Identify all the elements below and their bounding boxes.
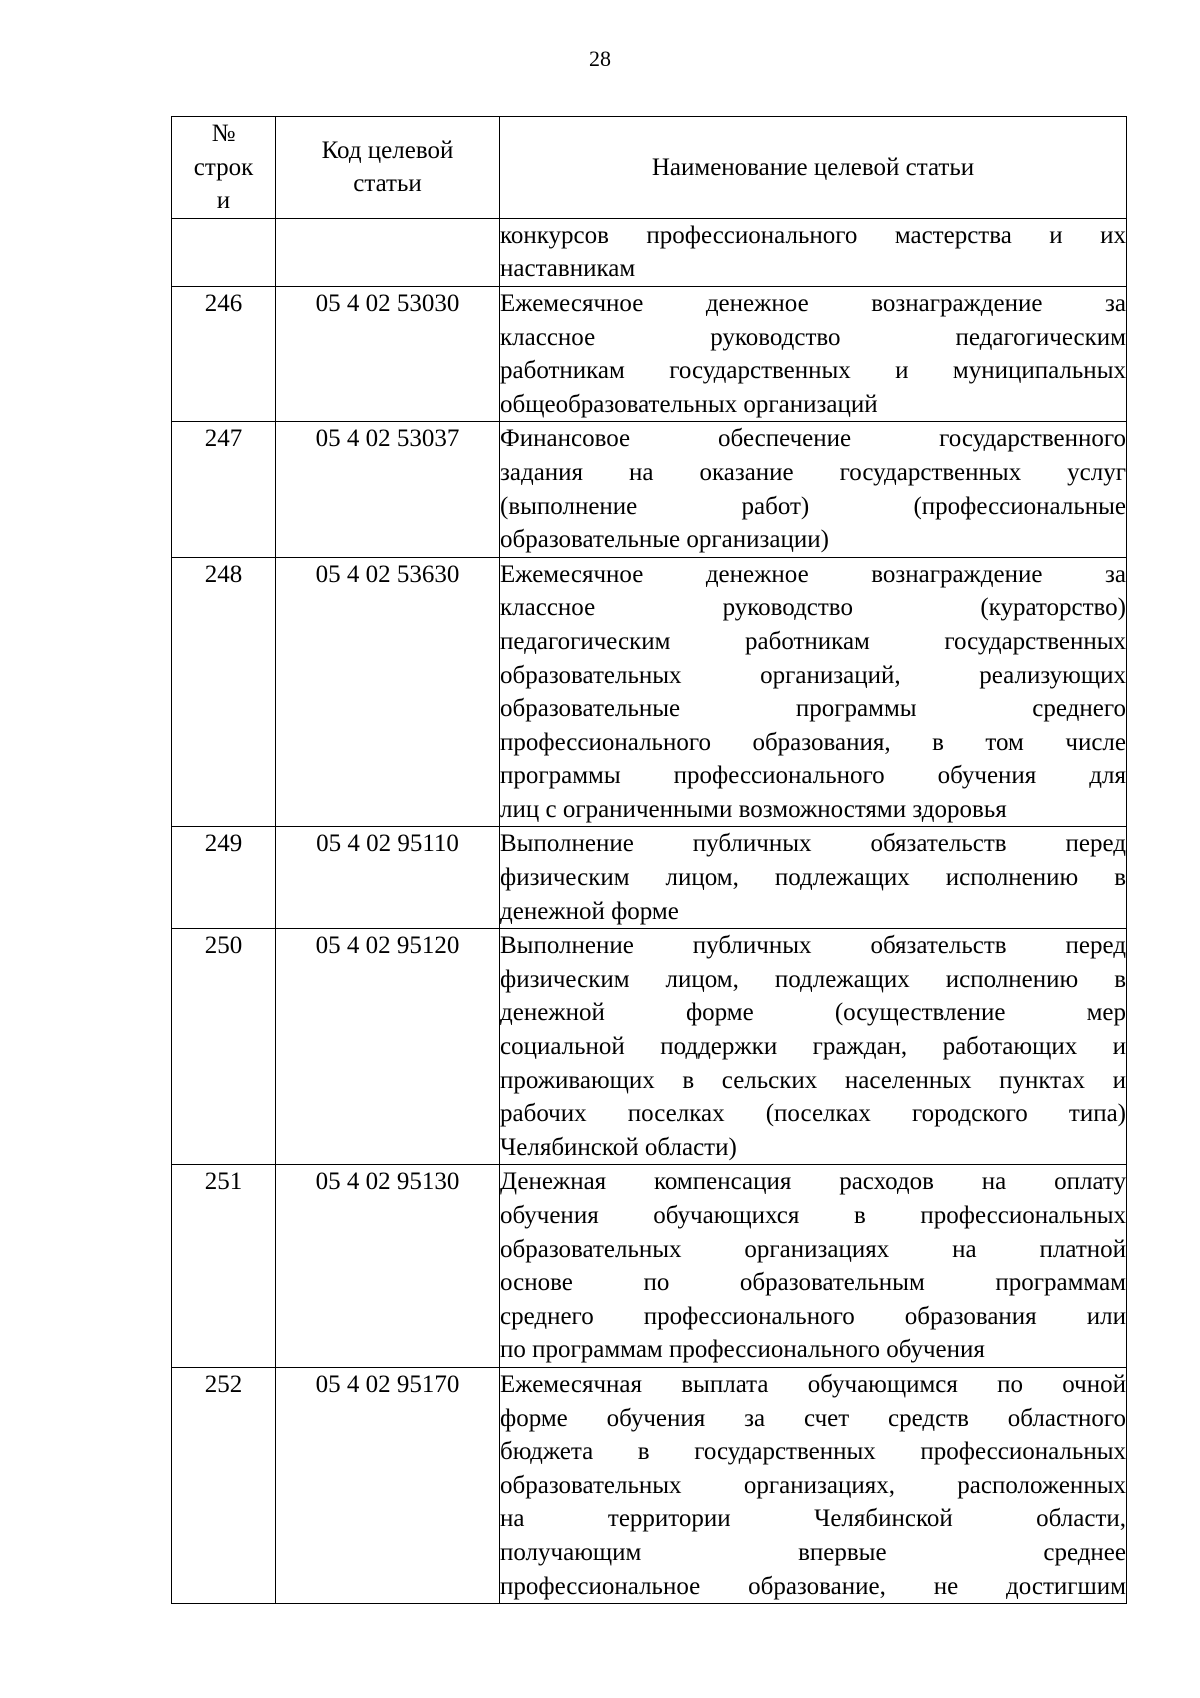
article-name-line: профессиональное образование, не достигшим (500, 1572, 1126, 1600)
row-number-cell: 248 (172, 557, 276, 827)
article-name-line: основе по образовательным программам (500, 1269, 1126, 1297)
article-name-line: образовательные программы среднего (500, 695, 1126, 723)
article-name-cell (500, 422, 1127, 557)
article-name-line: Ежемесячное денежное вознаграждение за (500, 289, 1126, 317)
article-code-cell (276, 218, 500, 286)
table-row (172, 1165, 1127, 1368)
article-name-line: (выполнение работ) (профессиональные (500, 492, 1126, 520)
article-name-line: социальной поддержки граждан, работающих и (500, 1033, 1126, 1061)
article-name-cell (500, 827, 1127, 929)
article-name-line: получающим впервые среднее (500, 1538, 1126, 1566)
article-name-cell (500, 929, 1127, 1165)
article-code-cell: 05 4 02 95170 (276, 1367, 500, 1603)
article-name-line: Ежемесячное денежное вознаграждение за (500, 560, 1126, 588)
article-name-line: Выполнение публичных обязательств перед (500, 932, 1126, 960)
article-name-line: наставникам (500, 255, 636, 283)
article-code-cell: 05 4 02 53630 (276, 557, 500, 827)
article-name-cell (500, 218, 1127, 286)
row-number-cell: 247 (172, 422, 276, 557)
article-name-line: бюджета в государственных профессиональных (500, 1438, 1126, 1466)
article-name-line: Выполнение публичных обязательств перед (500, 830, 1126, 858)
header-article-code-line: Код целевой (321, 136, 454, 164)
header-article-code (276, 117, 500, 219)
row-number-cell: 250 (172, 929, 276, 1165)
article-name-line: Челябинской области) (500, 1133, 737, 1161)
article-code-cell: 05 4 02 95110 (276, 827, 500, 929)
article-name-line: педагогическим работникам государственных (500, 627, 1126, 655)
article-name-line: физическим лицом, подлежащих исполнению в (500, 864, 1126, 892)
row-number-cell: 246 (172, 286, 276, 421)
article-name-line: обучения обучающихся в профессиональных (500, 1202, 1126, 1229)
article-name-line: задания на оказание государственных услуг (500, 458, 1126, 486)
article-name-line: классное руководство педагогическим (500, 323, 1126, 351)
article-code-cell: 05 4 02 95120 (276, 929, 500, 1165)
article-name-line: конкурсов профессионального мастерства и их (500, 221, 1126, 249)
target-articles-table (171, 116, 1127, 1604)
header-row-number-line: строк (193, 153, 254, 181)
article-name-line: по программам профессионального обучения (500, 1336, 985, 1364)
article-name-line: проживающих в сельских населенных пунктах и (500, 1066, 1126, 1094)
header-article-name: Наименование целевой статьи (500, 117, 1127, 219)
article-name-line: работникам государственных и муниципальных (500, 357, 1126, 385)
article-name-cell (500, 1165, 1127, 1368)
article-name-line: Денежная компенсация расходов на оплату (500, 1168, 1126, 1196)
header-row-number (172, 117, 276, 219)
row-number-cell: 252 (172, 1367, 276, 1603)
table-row (172, 286, 1127, 421)
article-name-line: лиц с ограниченными возможностями здоровья (500, 795, 1007, 823)
header-row-number-line: и (216, 187, 231, 215)
article-name-line: на территории Челябинской области, (500, 1505, 1126, 1533)
table-row (172, 557, 1127, 827)
article-name-line: профессионального образования, в том числе (500, 728, 1126, 756)
article-name-line: Ежемесячная выплата обучающимся по очной (500, 1370, 1126, 1398)
table-header-row (172, 117, 1127, 219)
article-name-line: общеобразовательных организаций (500, 390, 878, 418)
header-article-code-line: статьи (353, 170, 422, 198)
article-name-line: образовательные организации) (500, 526, 829, 554)
table-row (172, 827, 1127, 929)
article-name-line: образовательных организациях на платной (500, 1235, 1126, 1263)
article-name-line: образовательных организаций, реализующих (500, 661, 1126, 689)
row-number-cell: 249 (172, 827, 276, 929)
article-name-cell (500, 1367, 1127, 1603)
article-name-line: классное руководство (кураторство) (500, 594, 1126, 622)
article-name-cell (500, 557, 1127, 827)
article-code-cell: 05 4 02 53030 (276, 286, 500, 421)
article-name-line: программы профессионального обучения для (500, 762, 1126, 790)
article-name-line: среднего профессионального образования или (500, 1302, 1126, 1330)
article-code-cell: 05 4 02 95130 (276, 1165, 500, 1368)
table-row (172, 422, 1127, 557)
article-code-cell: 05 4 02 53037 (276, 422, 500, 557)
article-name-line: физическим лицом, подлежащих исполнению в (500, 965, 1126, 993)
row-number-cell: 251 (172, 1165, 276, 1368)
table-row (172, 1367, 1127, 1603)
table-row (172, 929, 1127, 1165)
table-row (172, 218, 1127, 286)
article-name-cell (500, 286, 1127, 421)
row-number-cell (172, 218, 276, 286)
article-name-line: рабочих поселках (поселках городского типа) (500, 1100, 1126, 1128)
article-name-line: Финансовое обеспечение государственного (500, 425, 1126, 453)
article-name-line: форме обучения за счет средств областного (500, 1404, 1126, 1432)
header-row-number-line: № (211, 120, 236, 147)
page-number: 28 (589, 46, 611, 71)
article-name-line: денежной форме (осуществление мер (500, 999, 1126, 1027)
article-name-line: образовательных организациях, расположенных (500, 1471, 1126, 1499)
article-name-line: денежной форме (500, 897, 679, 925)
